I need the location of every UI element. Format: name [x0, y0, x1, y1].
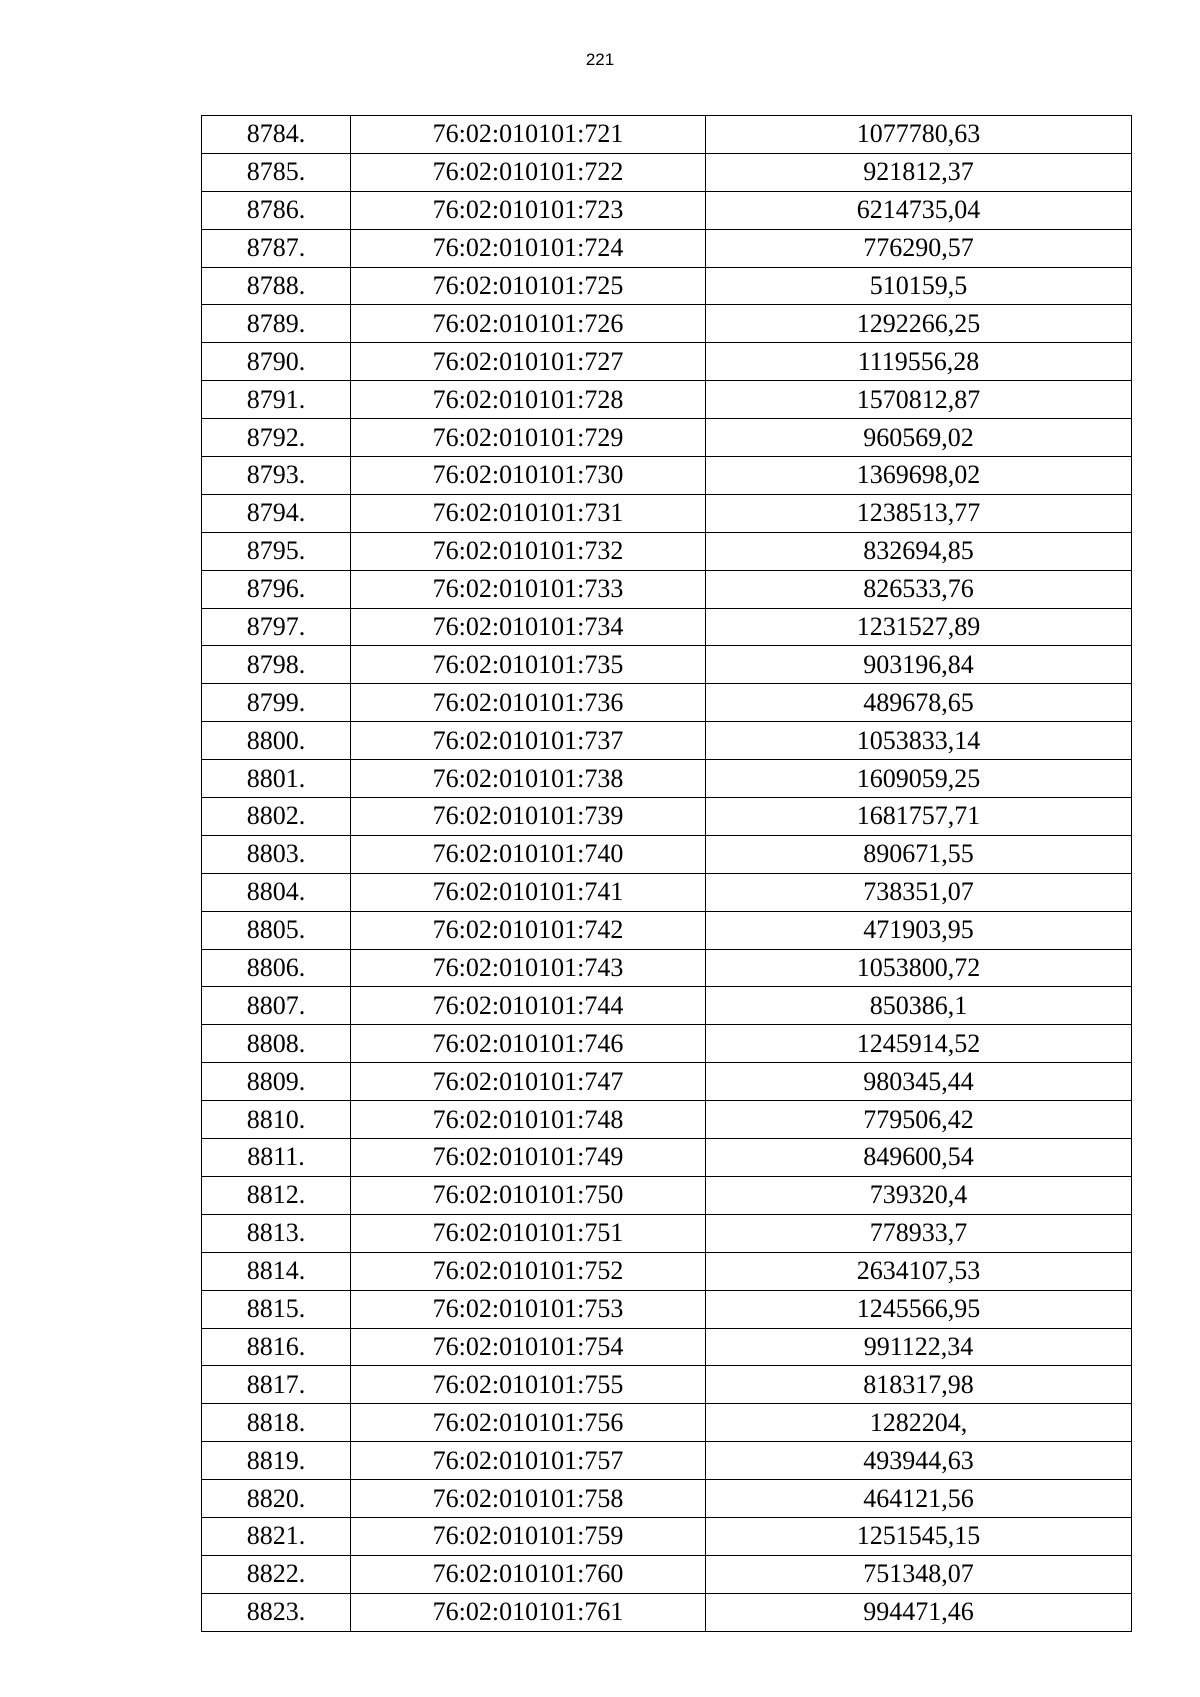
table-row: [202, 1290, 1132, 1328]
table-row: [202, 1139, 1132, 1177]
cadastral-number-cell: 76:02:010101:741: [351, 873, 706, 911]
row-number-cell: 8799.: [202, 684, 351, 722]
value-cell: 890671,55: [706, 835, 1132, 873]
cadastral-number-cell: 76:02:010101:734: [351, 608, 706, 646]
value-cell: 493944,63: [706, 1442, 1132, 1480]
cadastral-number-cell: 76:02:010101:748: [351, 1101, 706, 1139]
row-number-cell: 8810.: [202, 1101, 351, 1139]
value-cell: 1245914,52: [706, 1025, 1132, 1063]
table-row: [202, 1593, 1132, 1631]
value-cell: 776290,57: [706, 229, 1132, 267]
page-number: 221: [585, 50, 615, 69]
row-number-cell: 8816.: [202, 1328, 351, 1366]
cadastral-number-cell: 76:02:010101:724: [351, 229, 706, 267]
cadastral-number-cell: 76:02:010101:730: [351, 457, 706, 495]
value-cell: 1609059,25: [706, 760, 1132, 798]
table-row: [202, 153, 1132, 191]
table-row: [202, 1328, 1132, 1366]
row-number-cell: 8804.: [202, 873, 351, 911]
table-row: [202, 949, 1132, 987]
cadastral-number-cell: 76:02:010101:729: [351, 419, 706, 457]
row-number-cell: 8796.: [202, 570, 351, 608]
row-number-cell: 8788.: [202, 267, 351, 305]
row-number-cell: 8785.: [202, 153, 351, 191]
value-cell: 1251545,15: [706, 1517, 1132, 1555]
value-cell: 1245566,95: [706, 1290, 1132, 1328]
row-number-cell: 8818.: [202, 1404, 351, 1442]
table-row: [202, 1025, 1132, 1063]
cadastral-number-cell: 76:02:010101:760: [351, 1555, 706, 1593]
value-cell: 489678,65: [706, 684, 1132, 722]
value-cell: 903196,84: [706, 646, 1132, 684]
value-cell: 471903,95: [706, 911, 1132, 949]
row-number-cell: 8784.: [202, 116, 351, 154]
cadastral-number-cell: 76:02:010101:721: [351, 116, 706, 154]
row-number-cell: 8809.: [202, 1063, 351, 1101]
value-cell: 1053800,72: [706, 949, 1132, 987]
table-row: [202, 1442, 1132, 1480]
table-row: [202, 191, 1132, 229]
table-row: [202, 1252, 1132, 1290]
row-number-cell: 8815.: [202, 1290, 351, 1328]
row-number-cell: 8817.: [202, 1366, 351, 1404]
table-row: [202, 1555, 1132, 1593]
value-cell: 510159,5: [706, 267, 1132, 305]
value-cell: 1282204,: [706, 1404, 1132, 1442]
cadastral-number-cell: 76:02:010101:727: [351, 343, 706, 381]
value-cell: 849600,54: [706, 1139, 1132, 1177]
table-row: [202, 873, 1132, 911]
value-cell: 1238513,77: [706, 494, 1132, 532]
row-number-cell: 8806.: [202, 949, 351, 987]
cadastral-number-cell: 76:02:010101:743: [351, 949, 706, 987]
row-number-cell: 8814.: [202, 1252, 351, 1290]
table-row: [202, 532, 1132, 570]
row-number-cell: 8807.: [202, 987, 351, 1025]
value-cell: 6214735,04: [706, 191, 1132, 229]
value-cell: 960569,02: [706, 419, 1132, 457]
value-cell: 850386,1: [706, 987, 1132, 1025]
value-cell: 464121,56: [706, 1480, 1132, 1518]
cadastral-number-cell: 76:02:010101:738: [351, 760, 706, 798]
cadastral-number-cell: 76:02:010101:749: [351, 1139, 706, 1177]
value-cell: 2634107,53: [706, 1252, 1132, 1290]
value-cell: 1681757,71: [706, 798, 1132, 836]
table-row: [202, 1480, 1132, 1518]
cadastral-number-cell: 76:02:010101:739: [351, 798, 706, 836]
table-row: [202, 835, 1132, 873]
cadastral-number-cell: 76:02:010101:726: [351, 305, 706, 343]
cadastral-number-cell: 76:02:010101:756: [351, 1404, 706, 1442]
cadastral-table: [201, 115, 1132, 1632]
cadastral-number-cell: 76:02:010101:735: [351, 646, 706, 684]
value-cell: 980345,44: [706, 1063, 1132, 1101]
value-cell: 1570812,87: [706, 381, 1132, 419]
row-number-cell: 8787.: [202, 229, 351, 267]
table-row: [202, 570, 1132, 608]
row-number-cell: 8821.: [202, 1517, 351, 1555]
row-number-cell: 8795.: [202, 532, 351, 570]
value-cell: 751348,07: [706, 1555, 1132, 1593]
table-row: [202, 267, 1132, 305]
row-number-cell: 8812.: [202, 1176, 351, 1214]
cadastral-number-cell: 76:02:010101:758: [351, 1480, 706, 1518]
cadastral-number-cell: 76:02:010101:736: [351, 684, 706, 722]
value-cell: 1119556,28: [706, 343, 1132, 381]
value-cell: 778933,7: [706, 1214, 1132, 1252]
value-cell: 818317,98: [706, 1366, 1132, 1404]
table-row: [202, 646, 1132, 684]
table-row: [202, 494, 1132, 532]
table-row: [202, 1214, 1132, 1252]
row-number-cell: 8791.: [202, 381, 351, 419]
table-row: [202, 116, 1132, 154]
cadastral-number-cell: 76:02:010101:752: [351, 1252, 706, 1290]
cadastral-number-cell: 76:02:010101:750: [351, 1176, 706, 1214]
row-number-cell: 8798.: [202, 646, 351, 684]
table-row: [202, 229, 1132, 267]
table-row: [202, 419, 1132, 457]
row-number-cell: 8802.: [202, 798, 351, 836]
table-row: [202, 457, 1132, 495]
table-row: [202, 381, 1132, 419]
row-number-cell: 8786.: [202, 191, 351, 229]
row-number-cell: 8800.: [202, 722, 351, 760]
row-number-cell: 8793.: [202, 457, 351, 495]
cadastral-number-cell: 76:02:010101:761: [351, 1593, 706, 1631]
cadastral-number-cell: 76:02:010101:757: [351, 1442, 706, 1480]
value-cell: 1231527,89: [706, 608, 1132, 646]
row-number-cell: 8792.: [202, 419, 351, 457]
cadastral-number-cell: 76:02:010101:740: [351, 835, 706, 873]
cadastral-number-cell: 76:02:010101:754: [351, 1328, 706, 1366]
cadastral-number-cell: 76:02:010101:751: [351, 1214, 706, 1252]
row-number-cell: 8811.: [202, 1139, 351, 1177]
value-cell: 738351,07: [706, 873, 1132, 911]
value-cell: 921812,37: [706, 153, 1132, 191]
table-row: [202, 1366, 1132, 1404]
table-row: [202, 1101, 1132, 1139]
table-row: [202, 1404, 1132, 1442]
row-number-cell: 8805.: [202, 911, 351, 949]
value-cell: 991122,34: [706, 1328, 1132, 1366]
table-row: [202, 760, 1132, 798]
table-row: [202, 1063, 1132, 1101]
cadastral-number-cell: 76:02:010101:728: [351, 381, 706, 419]
table-row: [202, 305, 1132, 343]
cadastral-number-cell: 76:02:010101:746: [351, 1025, 706, 1063]
cadastral-number-cell: 76:02:010101:747: [351, 1063, 706, 1101]
table-row: [202, 722, 1132, 760]
value-cell: 832694,85: [706, 532, 1132, 570]
cadastral-number-cell: 76:02:010101:733: [351, 570, 706, 608]
row-number-cell: 8797.: [202, 608, 351, 646]
row-number-cell: 8790.: [202, 343, 351, 381]
value-cell: 779506,42: [706, 1101, 1132, 1139]
row-number-cell: 8822.: [202, 1555, 351, 1593]
value-cell: 826533,76: [706, 570, 1132, 608]
cadastral-number-cell: 76:02:010101:759: [351, 1517, 706, 1555]
row-number-cell: 8801.: [202, 760, 351, 798]
table-row: [202, 608, 1132, 646]
row-number-cell: 8823.: [202, 1593, 351, 1631]
row-number-cell: 8803.: [202, 835, 351, 873]
row-number-cell: 8808.: [202, 1025, 351, 1063]
table-row: [202, 343, 1132, 381]
cadastral-number-cell: 76:02:010101:737: [351, 722, 706, 760]
cadastral-number-cell: 76:02:010101:725: [351, 267, 706, 305]
table-row: [202, 1176, 1132, 1214]
value-cell: 1077780,63: [706, 116, 1132, 154]
row-number-cell: 8789.: [202, 305, 351, 343]
value-cell: 994471,46: [706, 1593, 1132, 1631]
cadastral-number-cell: 76:02:010101:731: [351, 494, 706, 532]
table-row: [202, 1517, 1132, 1555]
cadastral-number-cell: 76:02:010101:732: [351, 532, 706, 570]
value-cell: 1053833,14: [706, 722, 1132, 760]
cadastral-number-cell: 76:02:010101:753: [351, 1290, 706, 1328]
cadastral-number-cell: 76:02:010101:722: [351, 153, 706, 191]
value-cell: 739320,4: [706, 1176, 1132, 1214]
row-number-cell: 8794.: [202, 494, 351, 532]
value-cell: 1292266,25: [706, 305, 1132, 343]
table-row: [202, 684, 1132, 722]
table-body: [202, 116, 1132, 1632]
table-row: [202, 987, 1132, 1025]
value-cell: 1369698,02: [706, 457, 1132, 495]
cadastral-number-cell: 76:02:010101:755: [351, 1366, 706, 1404]
row-number-cell: 8819.: [202, 1442, 351, 1480]
row-number-cell: 8820.: [202, 1480, 351, 1518]
table-row: [202, 911, 1132, 949]
cadastral-number-cell: 76:02:010101:742: [351, 911, 706, 949]
row-number-cell: 8813.: [202, 1214, 351, 1252]
table-row: [202, 798, 1132, 836]
cadastral-number-cell: 76:02:010101:744: [351, 987, 706, 1025]
cadastral-number-cell: 76:02:010101:723: [351, 191, 706, 229]
